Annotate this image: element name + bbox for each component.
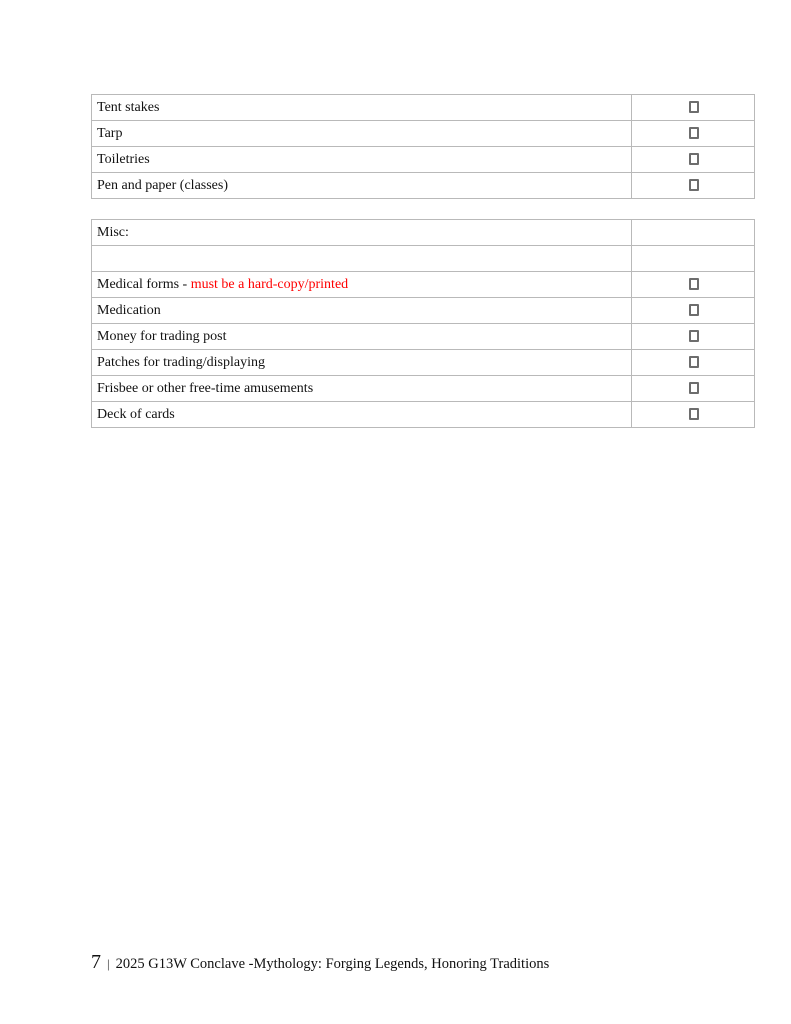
table-row	[92, 147, 755, 173]
packing-checklist-table	[91, 94, 755, 199]
checkbox[interactable]	[689, 278, 699, 290]
checkbox-cell	[632, 402, 755, 428]
item-label-cell	[92, 376, 632, 402]
item-label: Pen and paper (classes)	[97, 177, 229, 193]
table-row	[92, 324, 755, 350]
item-label: Patches for trading/displaying	[97, 354, 265, 370]
item-label-cell	[92, 298, 632, 324]
checkbox[interactable]	[689, 127, 699, 139]
table-row	[92, 376, 755, 402]
section-header: Misc:	[97, 224, 129, 240]
checkbox-cell	[632, 298, 755, 324]
checkbox-cell	[632, 147, 755, 173]
page-footer	[91, 951, 549, 974]
item-label: Money for trading post	[97, 328, 227, 344]
item-label: Medical forms -	[97, 276, 191, 292]
checkbox[interactable]	[689, 408, 699, 420]
item-label: Deck of cards	[97, 406, 175, 422]
checkbox-cell	[632, 350, 755, 376]
item-label-cell	[92, 402, 632, 428]
table-row	[92, 173, 755, 199]
page-number: 7	[91, 951, 101, 973]
footer-title: 2025 G13W Conclave -Mythology: Forging Legends, Honoring Traditions	[115, 956, 550, 972]
misc-checklist-table	[91, 219, 755, 428]
empty-cell	[632, 246, 755, 272]
table-row	[92, 402, 755, 428]
checkbox[interactable]	[689, 382, 699, 394]
item-label-cell	[92, 272, 632, 298]
empty-row	[92, 246, 755, 272]
item-label-cell	[92, 147, 632, 173]
checkbox-cell	[632, 376, 755, 402]
checkbox[interactable]	[689, 101, 699, 113]
table-header-row	[92, 220, 755, 246]
section-header-cell	[92, 220, 632, 246]
table-row	[92, 272, 755, 298]
table-row	[92, 121, 755, 147]
empty-cell	[92, 246, 632, 272]
checkbox-cell	[632, 324, 755, 350]
item-label-cell	[92, 95, 632, 121]
footer-separator: |	[107, 956, 110, 971]
checkbox[interactable]	[689, 153, 699, 165]
checkbox-cell	[632, 272, 755, 298]
item-label-cell	[92, 121, 632, 147]
empty-cell	[632, 220, 755, 246]
item-label: Medication	[97, 302, 161, 318]
checkbox-cell	[632, 95, 755, 121]
item-label: Tarp	[97, 125, 123, 141]
table-row	[92, 95, 755, 121]
item-label: Tent stakes	[97, 99, 160, 115]
item-label-emphasis: must be a hard-copy/printed	[190, 276, 349, 292]
checkbox[interactable]	[689, 304, 699, 316]
table-row	[92, 298, 755, 324]
item-label-cell	[92, 324, 632, 350]
table-row	[92, 350, 755, 376]
checkbox[interactable]	[689, 330, 699, 342]
checkbox-cell	[632, 173, 755, 199]
item-label-cell	[92, 173, 632, 199]
item-label: Toiletries	[97, 151, 150, 167]
checkbox-cell	[632, 121, 755, 147]
checkbox[interactable]	[689, 179, 699, 191]
checkbox[interactable]	[689, 356, 699, 368]
item-label: Frisbee or other free-time amusements	[97, 380, 314, 396]
item-label-cell	[92, 350, 632, 376]
